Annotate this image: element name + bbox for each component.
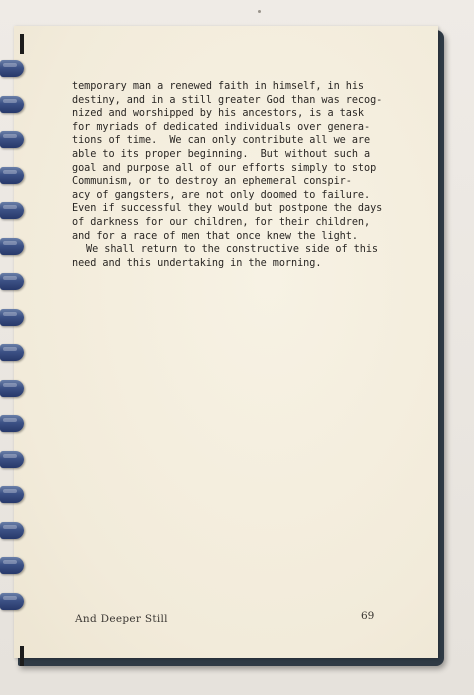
text-line: We shall return to the constructive side of this	[86, 244, 379, 256]
binding-ring	[0, 202, 24, 219]
text-line: need and this undertaking in the morning.	[72, 257, 322, 269]
text-line: destiny, and in a still greater God than was recog-	[72, 94, 383, 106]
spiral-binding	[0, 60, 30, 640]
binding-ring	[0, 415, 24, 432]
running-footer-title: And Deeper Still	[75, 613, 168, 625]
binding-ring	[0, 344, 24, 361]
dust-speck	[258, 10, 261, 13]
text-line: acy of gangsters, are not only doomed to failure.	[72, 189, 371, 201]
binding-ring	[0, 309, 24, 326]
edge-mark-bottom	[20, 646, 24, 666]
binding-ring	[0, 60, 24, 77]
binding-ring	[0, 380, 24, 397]
text-line: Even if successful they would but postpone the days	[72, 203, 383, 215]
text-line: nized and worshipped by his ancestors, is a task	[72, 108, 365, 120]
text-line: goal and purpose all of our efforts simply to stop	[72, 162, 377, 174]
binding-ring	[0, 522, 24, 539]
binding-ring	[0, 167, 24, 184]
text-line: for myriads of dedicated individuals over genera-	[72, 121, 371, 133]
text-line: Communism, or to destroy an ephemeral conspir-	[72, 176, 352, 188]
page-number: 69	[361, 610, 375, 622]
text-line: temporary man a renewed faith in himself, in his	[72, 81, 365, 92]
binding-ring	[0, 451, 24, 468]
text-line: able to its proper beginning. But without such a	[72, 148, 371, 160]
binding-ring	[0, 486, 24, 503]
binding-ring	[0, 238, 24, 255]
body-text	[72, 80, 383, 270]
text-line: tions of time. We can only contribute all we are	[72, 135, 371, 147]
binding-ring	[0, 131, 24, 148]
binding-ring	[0, 96, 24, 113]
text-line: of darkness for our children, for their children,	[72, 216, 371, 228]
binding-ring	[0, 273, 24, 290]
binding-ring	[0, 557, 24, 574]
edge-mark-top	[20, 34, 24, 54]
binding-ring	[0, 593, 24, 610]
text-line: and for a race of men that once knew the light.	[72, 230, 358, 242]
